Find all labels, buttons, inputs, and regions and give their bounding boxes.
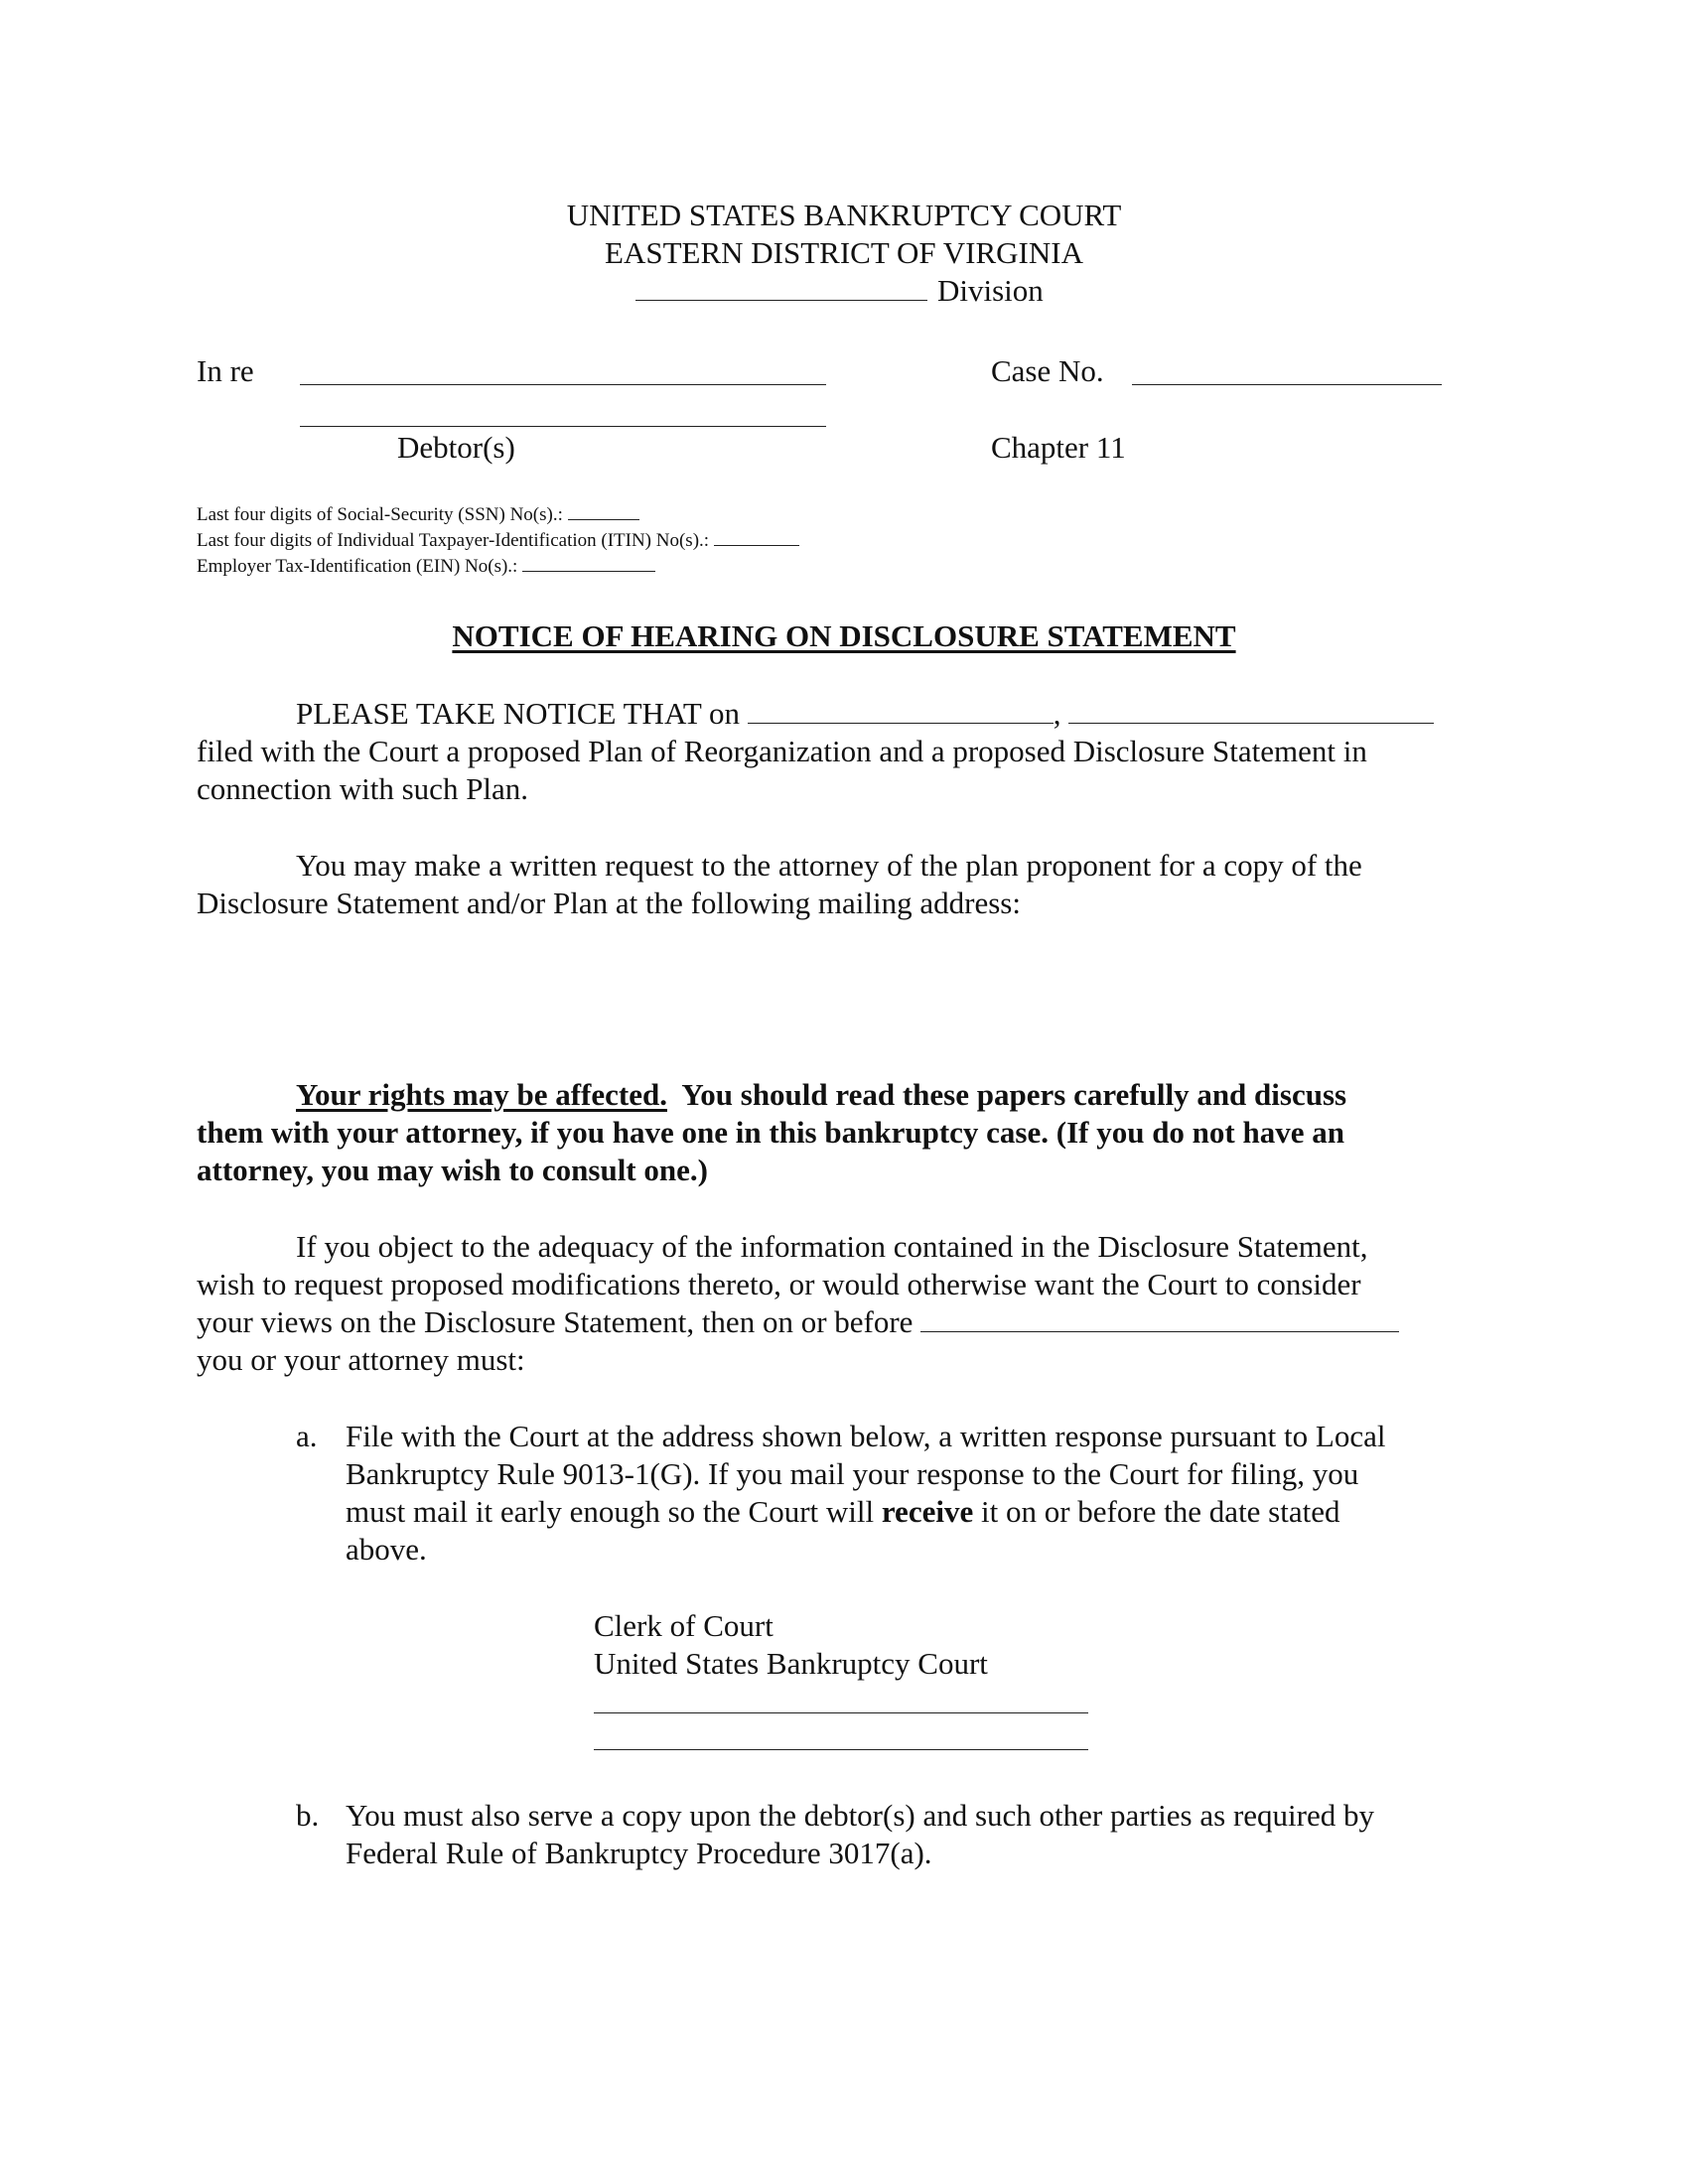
rights-line-3: attorney, you may wish to consult one.): [197, 1153, 708, 1187]
ssn-label: Last four digits of Social-Security (SSN) No(s).:: [197, 504, 563, 525]
address-blank-2[interactable]: [594, 1749, 1088, 1750]
rights-line-2: them with your attorney, if you have one in this bankruptcy case. (If you do not have an: [197, 1115, 1344, 1150]
notice-opening-line: [296, 695, 1434, 733]
objection-line-3: [197, 1303, 1399, 1341]
item-a-line-3: [346, 1493, 1340, 1531]
item-a-line-3-pre: must mail it early enough so the Court will: [346, 1494, 875, 1529]
in-re-label: In re: [197, 353, 254, 388]
objection-line-2: wish to request proposed modifications thereto, or would otherwise want the Court to consider: [197, 1267, 1361, 1301]
chapter-label: Chapter 11: [991, 430, 1126, 465]
plan-proponent-blank[interactable]: [1068, 697, 1434, 724]
document-title: NOTICE OF HEARING ON DISCLOSURE STATEMENT: [452, 618, 1236, 653]
copy-request-line-2: Disclosure Statement and/or Plan at the following mailing address:: [197, 886, 1021, 920]
objection-line-4: you or your attorney must:: [197, 1342, 525, 1377]
court-name: UNITED STATES BANKRUPTCY COURT: [566, 198, 1122, 232]
item-a-line-4: above.: [346, 1532, 427, 1567]
address-line-2: United States Bankruptcy Court: [594, 1646, 988, 1681]
debtor-name-blank-1[interactable]: [300, 384, 826, 385]
objection-line-1: If you object to the adequacy of the information contained in the Disclosure Statement,: [296, 1229, 1368, 1264]
itin-blank[interactable]: [714, 529, 799, 546]
rights-line-1: [296, 1076, 1346, 1114]
rights-lead: Your rights may be affected.: [296, 1077, 667, 1112]
item-a-line-1: File with the Court at the address shown below, a written response pursuant to Local: [346, 1419, 1386, 1453]
item-b-marker: b.: [296, 1798, 320, 1833]
notice-filed-line: filed with the Court a proposed Plan of Reorganization and a proposed Disclosure Statement in: [197, 734, 1367, 768]
ein-blank[interactable]: [522, 555, 655, 572]
item-a-line-2: Bankruptcy Rule 9013-1(G). If you mail your response to the Court for filing, you: [346, 1456, 1359, 1491]
ssn-blank[interactable]: [568, 503, 639, 520]
objection-line-3-text: your views on the Disclosure Statement, then on or before: [197, 1304, 914, 1339]
case-no-label: Case No.: [991, 353, 1104, 388]
comma: ,: [1053, 696, 1061, 731]
district-name: EASTERN DISTRICT OF VIRGINIA: [605, 235, 1083, 270]
notice-opening: PLEASE TAKE NOTICE THAT on: [296, 696, 741, 731]
ssn-line: [197, 502, 639, 527]
ein-label: Employer Tax-Identification (EIN) No(s).:: [197, 556, 518, 577]
objection-deadline-blank[interactable]: [920, 1305, 1399, 1332]
debtors-label: Debtor(s): [397, 430, 515, 465]
copy-request-line-1: You may make a written request to the attorney of the plan proponent for a copy of the: [296, 848, 1362, 883]
rights-line-1-rest: You should read these papers carefully and discuss: [681, 1077, 1347, 1112]
item-b-line-2: Federal Rule of Bankruptcy Procedure 3017(a).: [346, 1836, 932, 1870]
itin-label: Last four digits of Individual Taxpayer-Identification (ITIN) No(s).:: [197, 530, 710, 551]
address-blank-1[interactable]: [594, 1712, 1088, 1713]
debtor-name-blank-2[interactable]: [300, 426, 826, 427]
notice-filed-line-2: connection with such Plan.: [197, 771, 529, 806]
division-label: Division: [937, 273, 1044, 308]
case-no-blank[interactable]: [1132, 384, 1442, 385]
division-blank[interactable]: [635, 300, 927, 301]
ein-line: [197, 554, 655, 579]
filing-date-blank[interactable]: [748, 697, 1054, 724]
item-b-line-1: You must also serve a copy upon the debtor(s) and such other parties as required by: [346, 1798, 1374, 1833]
address-line-1: Clerk of Court: [594, 1608, 774, 1643]
itin-line: [197, 528, 799, 553]
item-a-line-3-post: it on or before the date stated: [980, 1494, 1340, 1529]
item-a-receive: receive: [881, 1494, 974, 1529]
item-a-marker: a.: [296, 1419, 318, 1453]
